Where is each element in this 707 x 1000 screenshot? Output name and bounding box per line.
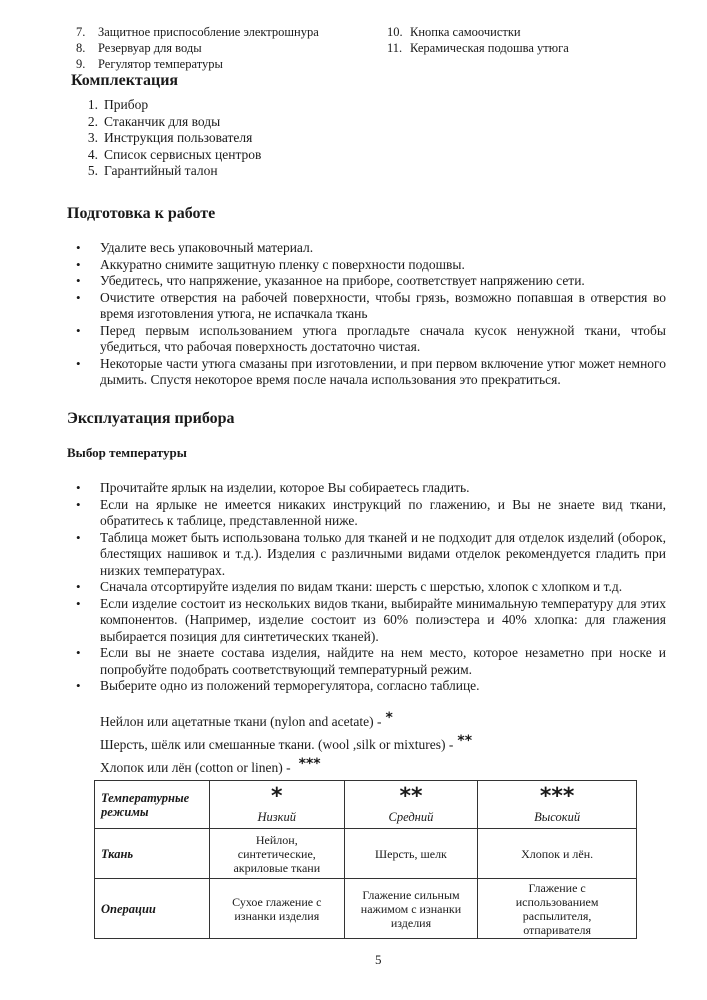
kit-list-item: 3. Инструкция пользователя	[87, 130, 253, 145]
list-item: • Если изделие состоит из нескольких видов ткани, выбирайте минимальную температуру для этих компонентов. (Например, изделие состоит из 60% полиэстера и 40% хлопка: для глажения выбирается позиция для синтетических тканей).	[76, 596, 666, 646]
kit-list-item: 2. Стаканчик для воды	[87, 113, 221, 129]
page-number: 5	[375, 952, 382, 967]
list-item: • Удалите весь упаковочный материал.	[76, 240, 666, 257]
parts-list-item: 9. Регулятор температуры	[76, 57, 223, 71]
table-row: Ткань Нейлон, синтетические, акриловые ткани Шерсть, шелк Хлопок и лён.	[95, 829, 637, 879]
list-item: • Убедитесь, что напряжение, указанное на приборе, соответствует напряжению сети.	[76, 273, 666, 290]
list-item: • Аккуратно снимите защитную пленку с поверхности подошвы.	[76, 257, 666, 274]
parts-list-item: 11. Керамическая подошва утюга	[387, 41, 569, 55]
list-item: • Выберите одно из положений терморегулятора, согласно таблице.	[76, 678, 666, 695]
table-header-cell: *** Высокий	[478, 781, 637, 829]
star-icon: *	[385, 710, 393, 726]
list-item: • Очистите отверстия на рабочей поверхности, чтобы грязь, возможно попавшая в отверстия во время изготовления утюга, не испачкала ткань	[76, 290, 666, 323]
table-header-row	[95, 781, 637, 829]
star-icon: **	[399, 783, 423, 809]
list-item: • Если на ярлыке не имеется никаких инструкций по глажению, и Вы не знаете вид ткани, обратитесь к таблице, представленной ниже.	[76, 497, 666, 530]
kit-list	[78, 97, 261, 180]
legend-line-high: Хлопок или лён (cotton or linen) - ***	[100, 756, 321, 775]
star-icon: **	[457, 733, 473, 749]
parts-list-item: 7. Защитное приспособление электрошнура	[76, 25, 319, 39]
preparation-heading: Подготовка к работе	[67, 205, 216, 222]
star-icon: ***	[539, 783, 575, 809]
parts-list-item: 10. Кнопка самоочистки	[387, 25, 521, 39]
temperature-list	[76, 480, 666, 695]
table-header-label: Температурные режимы	[95, 781, 210, 829]
kit-heading: Комплектация	[71, 72, 179, 89]
kit-list-item: 1. Прибор	[87, 97, 149, 112]
star-icon: ***	[298, 756, 321, 772]
list-item: • Перед первым использованием утюга прогладьте сначала кусок ненужной ткани, чтобы убедиться, что рабочая поверхность достаточно чистая.	[76, 323, 666, 356]
star-icon: *	[271, 783, 283, 809]
parts-list-item: 8. Резервуар для воды	[76, 41, 202, 55]
preparation-list	[76, 240, 666, 389]
list-item: • Сначала отсортируйте изделия по видам ткани: шерсть с шерстью, хлопок с хлопком и т.д.	[76, 579, 666, 596]
list-item: • Прочитайте ярлык на изделии, которое Вы собираетесь гладить.	[76, 480, 666, 497]
legend-line-low: Нейлон или ацетатные ткани (nylon and acetate) - *	[100, 710, 393, 729]
list-item: • Если вы не знаете состава изделия, найдите на нем место, которое незаметно при носке и попробуйте подобрать соответствующий температурный режим.	[76, 645, 666, 678]
legend-line-medium: Шерсть, шёлк или смешанные ткани. (wool ,silk or mixtures) - **	[100, 733, 473, 752]
table-header-cell: ** Средний	[344, 781, 478, 829]
temperature-subheading: Выбор температуры	[67, 445, 187, 460]
temperature-table	[94, 780, 637, 939]
kit-list-item: 5. Гарантийный талон	[87, 163, 218, 178]
table-row: Операции Сухое глажение с изнанки изделия Глажение сильным нажимом с изнанки изделия Глажение с использованием распылителя, отпаривателя	[95, 879, 637, 939]
operation-heading: Эксплуатация прибора	[67, 410, 235, 427]
list-item: • Некоторые части утюга смазаны при изготовлении, и при первом включение утюг может немного дымить. Спустя некоторое время после начала использования это прекратиться.	[76, 356, 666, 389]
table-header-cell: * Низкий	[209, 781, 344, 829]
kit-list-item: 4. Список сервисных центров	[87, 146, 262, 162]
list-item: • Таблица может быть использована только для тканей и не подходит для отделок изделий (оборок, блестящих нашивок и т.д.). Изделия с различными видами отделок рекомендуется гладить при низких температурах.	[76, 530, 666, 580]
